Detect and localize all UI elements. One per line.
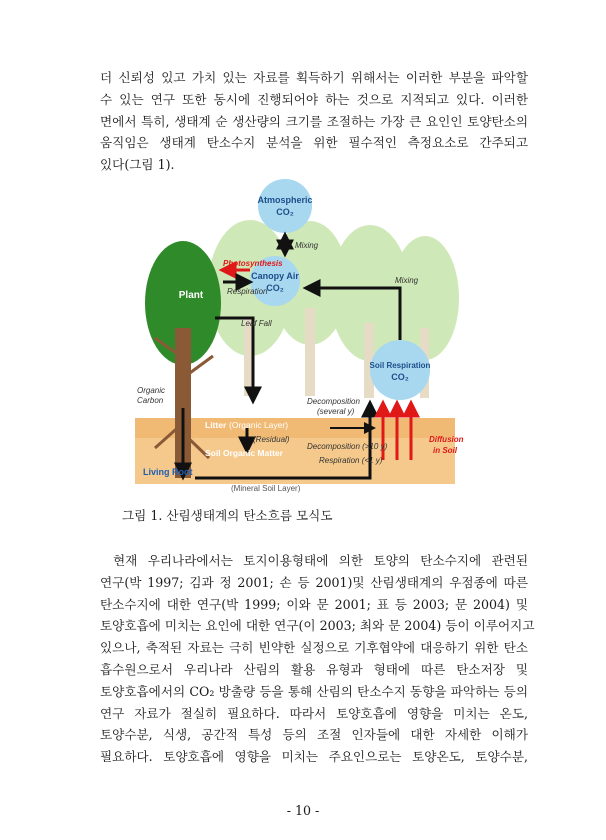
paragraph-intro	[100, 67, 528, 176]
carbon-flow-diagram	[135, 178, 464, 498]
paragraph-body	[100, 550, 535, 768]
figure-caption: 그림 1. 산림생태계의 탄소흐름 모식도	[122, 508, 333, 523]
text-line: 연구(박 1997; 김과 정 2001; 손 등 2001)및 산림생태계의 우점종에 따른	[100, 574, 528, 590]
living-root-label: Living Root	[143, 467, 193, 477]
text-line: 필요하다. 토양호흡에 영향을 미치는 주요인으로는 토양온도, 토양수분,	[100, 749, 528, 765]
carbon-label: Carbon	[137, 396, 164, 405]
text-line: 움직임은 생태계 탄소수지 분석을 위한 필수적인 측정요소로 간주되고	[100, 135, 528, 151]
text-line: 연구 자료가 절실히 필요하다. 따라서 토양호흡에 영향을 미치는 온도,	[100, 705, 528, 721]
mixing-top-label: Mixing	[295, 241, 319, 250]
soil-respiration-label: Soil Respiration	[369, 361, 431, 370]
canopy-air-label: Canopy Air	[251, 271, 299, 281]
litter-label: Litter	[205, 420, 227, 430]
atmospheric-co2-circle	[258, 179, 312, 233]
text-line: 더 신뢰성 있고 가치 있는 자료를 획득하기 위해서는 이러한 부분을 파악할	[100, 70, 528, 85]
residual-label: (Residual)	[253, 435, 290, 444]
mineral-soil-label: (Mineral Soil Layer)	[231, 484, 301, 493]
soil-co2-label: CO₂	[391, 372, 409, 382]
photosynthesis-label: Photosynthesis	[223, 259, 283, 268]
mixing-right-label: Mixing	[395, 276, 419, 285]
canopy-co2-label: CO₂	[266, 283, 284, 293]
text-line: 탄소수지에 대한 연구(박 1999; 이와 문 2001; 표 등 2003; 문 2004) 및	[100, 596, 528, 612]
text-line: 수 있는 연구 또한 동시에 진행되어야 하는 것으로 지적되고 있다. 이러한	[100, 91, 528, 107]
diffusion-label: Diffusion	[429, 435, 464, 444]
respiration-label: Respiration	[227, 287, 268, 296]
text-line: 면에서 특히, 생태계 순 생산량의 크기를 조절하는 가장 큰 요인인 토양탄소의	[100, 113, 528, 129]
organic-label: Organic	[137, 386, 166, 395]
in-soil-label: in Soil	[433, 446, 457, 455]
soil-organic-matter-label: Soil Organic Matter	[205, 448, 283, 458]
text-line: 있다(그림 1).	[100, 157, 175, 173]
text-line: 있으나, 축적된 자료는 극히 빈약한 실정으로 기후협약에 대응하기 위한 탄소	[100, 640, 528, 656]
text-line: 토양호흡에 미치는 요인에 대한 연구(이 2003; 최와 문 2004) 등이 이루어지고	[100, 618, 535, 634]
plant-label: Plant	[178, 290, 204, 301]
decomposition-10-label: Decomposition (>10 y)	[307, 442, 388, 451]
soil-co2-circle	[370, 340, 430, 400]
organic-layer-label: (Organic Layer)	[229, 420, 289, 430]
text-line: 토양수분, 식생, 공간적 특성 등의 조절 인자들에 대한 자세한 이해가	[100, 727, 528, 743]
decomposition-several-label: Decomposition	[307, 397, 360, 406]
respiration-1-label: Respiration (<1 y)	[319, 456, 383, 465]
several-y-label: (several y)	[317, 407, 355, 416]
leaf-fall-label: Leaf Fall	[241, 319, 272, 328]
text-line: 토양호흡에서의 CO₂ 방출량 등을 통해 산림의 탄소수지 동향을 파악하는 등의	[100, 683, 528, 699]
atmospheric-co2-label: CO₂	[276, 207, 294, 217]
page-number: - 10 -	[286, 803, 320, 818]
atmospheric-label: Atmospheric	[257, 195, 313, 205]
text-line: 현재 우리나라에서는 토지이용형태에 의한 토양의 탄소수지에 관련된	[113, 553, 528, 568]
text-line: 흡수원으로서 우리나라 산림의 활용 유형과 형태에 따른 탄소저장 및	[100, 661, 528, 677]
